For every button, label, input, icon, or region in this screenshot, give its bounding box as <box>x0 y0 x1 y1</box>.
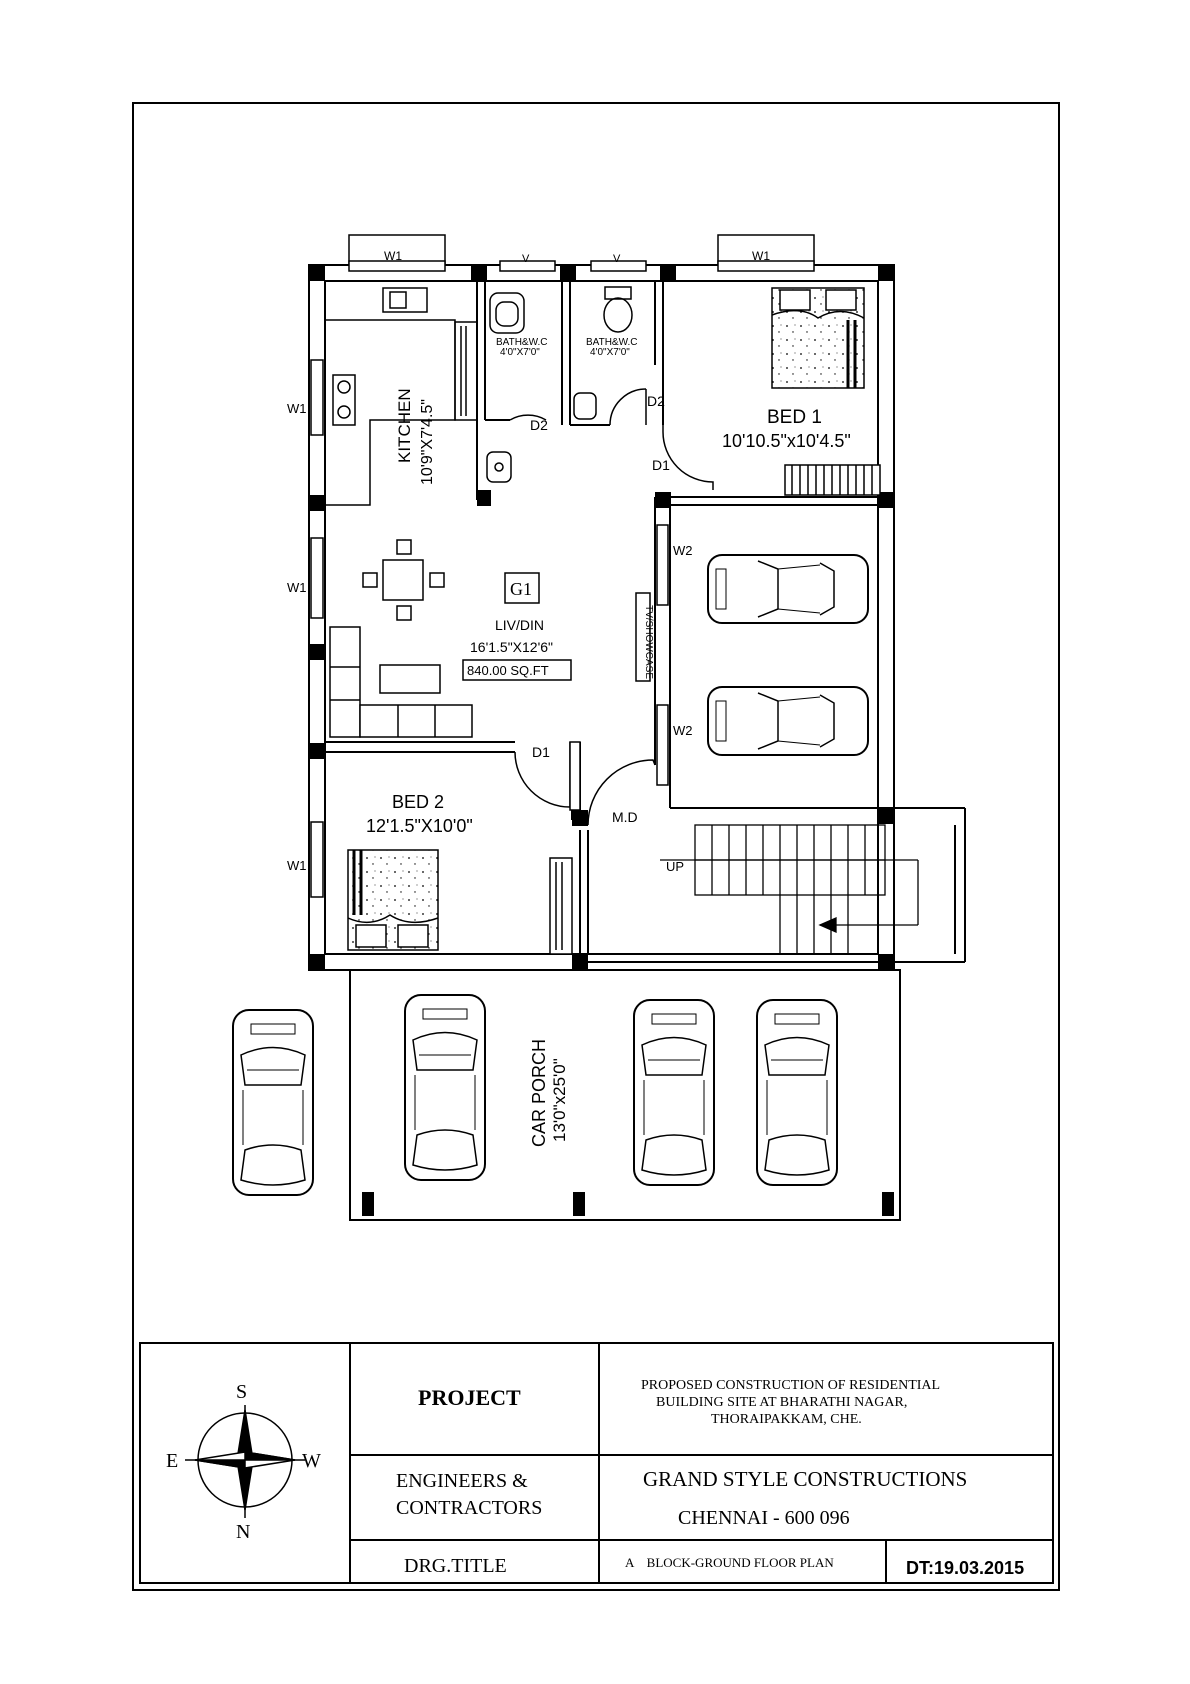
window-label-w2-1: W2 <box>673 543 693 558</box>
kitchen-size: 10'9"X7'4.5" <box>419 399 436 485</box>
car-porch-name: CAR PORCH <box>529 1038 549 1147</box>
engineers-label-line1: ENGINEERS & <box>396 1470 528 1492</box>
project-label: PROJECT <box>418 1385 521 1410</box>
main-door-label: M.D <box>612 809 638 825</box>
bath1-size: 4'0"X7'0" <box>500 347 540 358</box>
company-city: CHENNAI - 600 096 <box>678 1507 850 1529</box>
company-name: GRAND STYLE CONSTRUCTIONS <box>643 1467 968 1491</box>
livdin-size: 16'1.5"X12'6" <box>470 639 554 655</box>
bath2-name: BATH&W.C <box>586 337 638 348</box>
livdin-area: 840.00 SQ.FT <box>467 663 549 678</box>
bath-fixtures <box>487 287 646 482</box>
bed2-furniture <box>348 850 572 954</box>
window-label-w2-2: W2 <box>673 723 693 738</box>
project-line-1: PROPOSED CONSTRUCTION OF RESIDENTIAL <box>641 1378 941 1393</box>
vent-label-2: V <box>613 253 621 265</box>
parking-car-1 <box>708 555 868 623</box>
sheet-border <box>133 103 1059 1590</box>
bed1-name: BED 1 <box>767 407 822 428</box>
compass-east: E <box>166 1450 179 1472</box>
project-line-3: THORAIPAKKAM, CHE. <box>711 1412 862 1427</box>
bed1-furniture <box>663 288 880 495</box>
car-porch-columns <box>362 1192 894 1216</box>
porch-car-2 <box>405 995 485 1180</box>
livdin-name: LIV/DIN <box>495 617 545 633</box>
stair-up-label: UP <box>666 859 685 874</box>
vent-label-1: V <box>522 253 530 265</box>
door-label-d2-bath1: D2 <box>530 417 548 433</box>
bath2-size: 4'0"X7'0" <box>590 347 630 358</box>
parking-windows <box>657 525 668 785</box>
window-label-w1-kitchen: W1 <box>384 249 402 263</box>
engineers-label-line2: CONTRACTORS <box>396 1497 543 1519</box>
left-windows <box>311 360 323 897</box>
door-label-d2-bath2: D2 <box>647 393 665 409</box>
window-label-w1-left-2: W1 <box>287 580 307 595</box>
window-label-w1-left-1: W1 <box>287 401 307 416</box>
car-porch-size: 13'0"x25'0" <box>550 1058 569 1142</box>
porch-car-3 <box>634 1000 714 1185</box>
project-line-2: BUILDING SITE AT BHARATHI NAGAR, <box>656 1395 908 1410</box>
door-label-d1-bed1: D1 <box>652 457 670 473</box>
compass-rose-icon <box>185 1405 305 1518</box>
bath1-name: BATH&W.C <box>496 337 548 348</box>
compass-south: S <box>236 1381 248 1403</box>
parking-car-2 <box>708 687 868 755</box>
porch-car-4 <box>757 1000 837 1185</box>
tv-showcase-label: TV/SHOWCASE <box>643 605 654 679</box>
window-label-w1-left-3: W1 <box>287 858 307 873</box>
drg-title-label: DRG.TITLE <box>404 1555 507 1577</box>
door-label-d1-bed2: D1 <box>532 744 550 760</box>
staircase <box>660 825 918 955</box>
window-label-w1-bed1: W1 <box>752 249 770 263</box>
grid-ref-g1: G1 <box>510 579 532 599</box>
kitchen-name: KITCHEN <box>395 388 414 463</box>
drawing-title: A BLOCK-GROUND FLOOR PLAN <box>625 1555 834 1570</box>
bed2-name: BED 2 <box>392 792 445 812</box>
bed1-size: 10'10.5"x10'4.5" <box>722 431 851 451</box>
drawing-date: DT:19.03.2015 <box>906 1558 1025 1578</box>
bed2-size: 12'1.5"X10'0" <box>366 816 473 836</box>
compass-west: W <box>302 1450 321 1472</box>
porch-car-1 <box>233 1010 313 1195</box>
compass-north: N <box>236 1521 251 1543</box>
